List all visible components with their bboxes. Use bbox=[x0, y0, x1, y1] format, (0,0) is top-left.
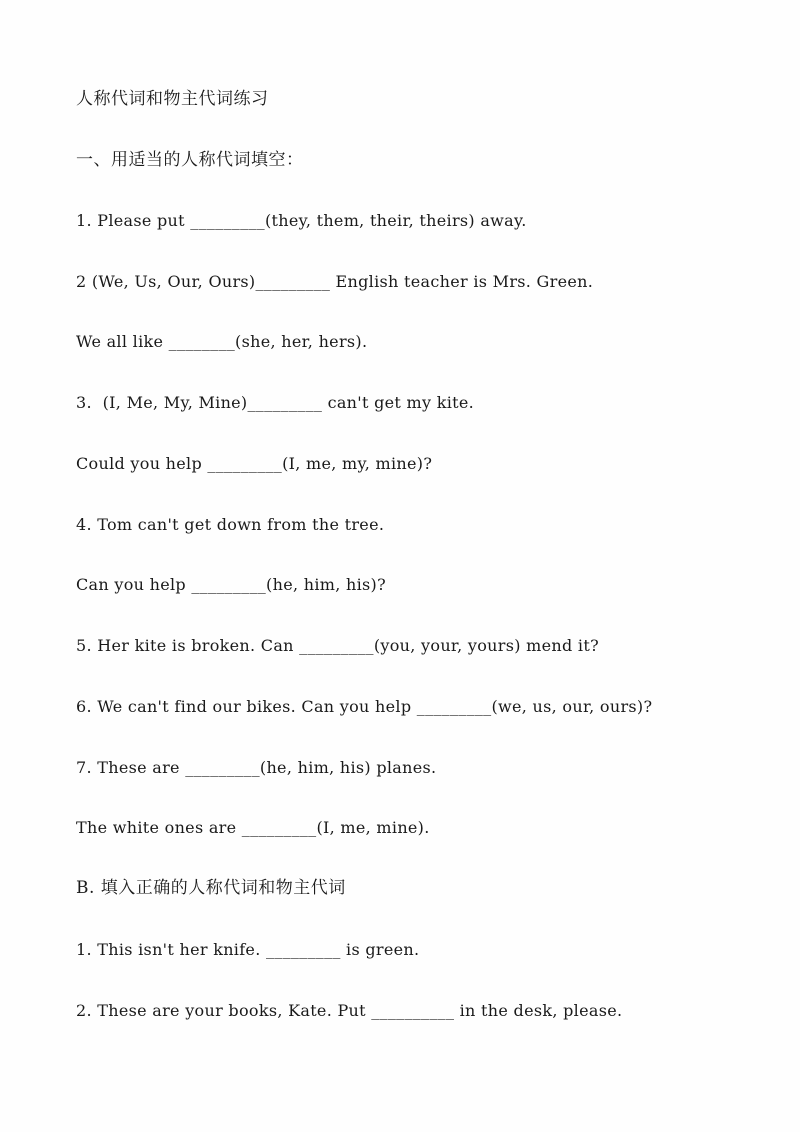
exercise-line: 1. This isn't her knife. _________ is green. bbox=[76, 940, 420, 959]
exercise-line: 4. Tom can't get down from the tree. bbox=[76, 515, 385, 534]
exercise-line: Could you help _________(I, me, my, mine)? bbox=[76, 454, 433, 473]
exercise-line: 2 (We, Us, Our, Ours)_________ English teacher is Mrs. Green. bbox=[76, 272, 594, 291]
section-two-heading: B. 填入正确的人称代词和物主代词 bbox=[76, 878, 346, 898]
exercise-line: 1. Please put _________(they, them, their, theirs) away. bbox=[76, 211, 527, 230]
exercise-line: 7. These are _________(he, him, his) planes. bbox=[76, 758, 437, 777]
exercise-line: 5. Her kite is broken. Can _________(you, your, yours) mend it? bbox=[76, 636, 599, 655]
exercise-line: 3. (I, Me, My, Mine)_________ can't get my kite. bbox=[76, 393, 475, 412]
exercise-line: The white ones are _________(I, me, mine). bbox=[76, 818, 430, 837]
exercise-line: We all like ________(she, her, hers). bbox=[76, 332, 368, 351]
exercise-line: 2. These are your books, Kate. Put __________ in the desk, please. bbox=[76, 1001, 623, 1020]
exercise-line: 6. We can't find our bikes. Can you help _________(we, us, our, ours)? bbox=[76, 697, 653, 716]
section-one-heading: 一、用适当的人称代词填空： bbox=[76, 150, 304, 170]
document-title: 人称代词和物主代词练习 bbox=[76, 89, 269, 109]
exercise-line: Can you help _________(he, him, his)? bbox=[76, 575, 386, 594]
